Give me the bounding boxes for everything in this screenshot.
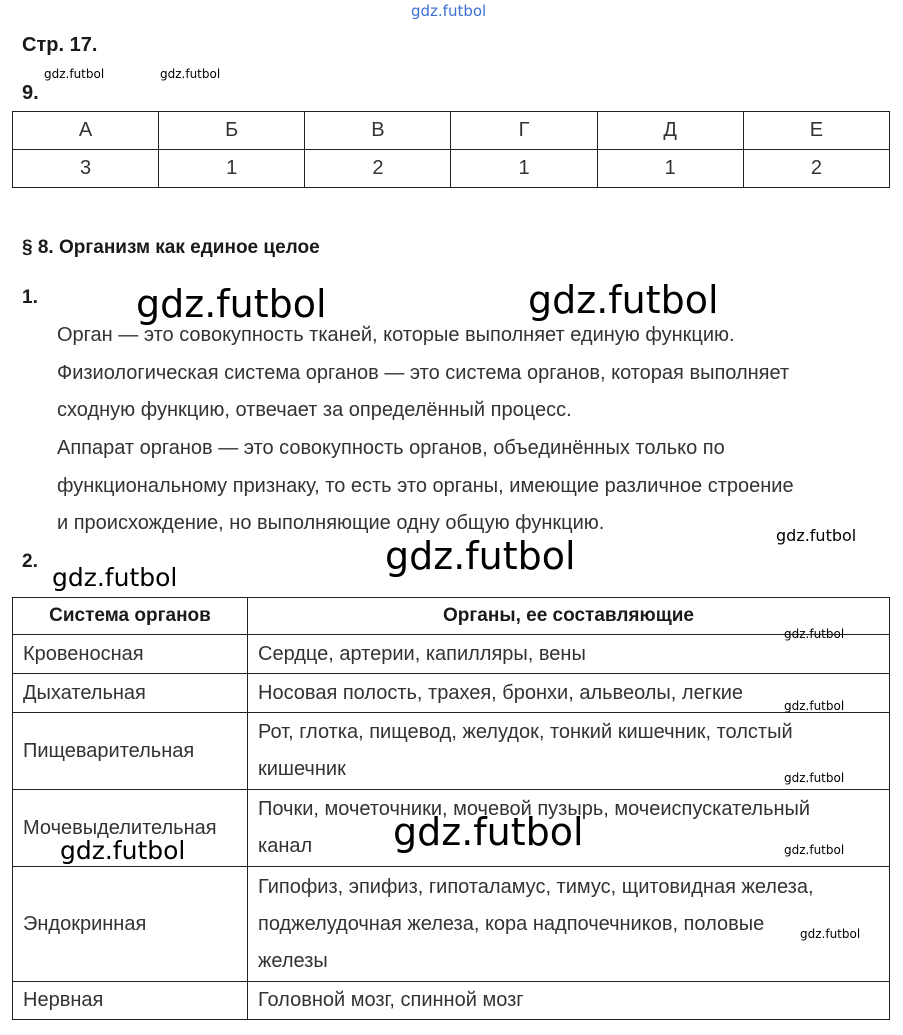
system-cell: Кровеносная (13, 635, 248, 674)
task-9-number: 9. (22, 82, 39, 104)
watermark: gdz.futbol (136, 282, 327, 326)
organs-line: поджелудочная железа, кора надпочечников, половые (258, 912, 765, 935)
watermark: gdz.futbol (160, 67, 221, 81)
watermark: gdz.futbol (776, 526, 857, 545)
task-1-line: сходную функцию, отвечает за определённый процесс. (57, 399, 572, 421)
table-header-cell: Г (451, 112, 597, 150)
organ-systems-table (12, 597, 890, 1020)
organs-line: железы (258, 949, 328, 972)
task-9-table (12, 111, 890, 188)
task-2-number: 2. (22, 551, 38, 572)
table-row (13, 598, 890, 635)
table-row (13, 713, 890, 790)
system-cell: Нервная (13, 982, 248, 1020)
watermark: gdz.futbol (52, 563, 178, 592)
table-row (13, 867, 890, 982)
watermark: gdz.futbol (784, 771, 845, 785)
table-cell: 1 (451, 150, 597, 188)
watermark: gdz.futbol (393, 810, 584, 854)
system-cell: Эндокринная (13, 867, 248, 982)
table-header-cell: Е (743, 112, 889, 150)
task-1-line: и происхождение, но выполняющие одну общую функцию. (57, 512, 605, 534)
organs-line: Головной мозг, спинной мозг (258, 989, 524, 1011)
table-header-cell: В (305, 112, 451, 150)
table-cell: 2 (305, 150, 451, 188)
watermark: gdz.futbol (784, 627, 845, 641)
task-1-number: 1. (22, 287, 38, 308)
table-cell: 3 (13, 150, 159, 188)
page-reference: Стр. 17. (22, 34, 98, 56)
system-cell: Дыхательная (13, 674, 248, 713)
organs-cell (248, 982, 890, 1020)
organs-line: Почки, мочеточники, мочевой пузырь, мочеиспускательный (258, 798, 811, 820)
table-cell: 2 (743, 150, 889, 188)
table-header-cell: А (13, 112, 159, 150)
organs-line: канал (258, 835, 313, 857)
organs-line: Носовая полость, трахея, бронхи, альвеолы, легкие (258, 681, 744, 704)
organs-line: Сердце, артерии, капилляры, вены (258, 642, 586, 665)
watermark-top: gdz.futbol (411, 2, 487, 20)
task-1-line: Аппарат органов — это совокупность органов, объединённых только по (57, 437, 725, 459)
table-header-system: Система органов (13, 598, 248, 635)
watermark: gdz.futbol (44, 67, 105, 81)
organs-line: кишечник (258, 758, 346, 780)
table-row (13, 635, 890, 674)
task-1-line: Орган — это совокупность тканей, которые выполняет единую функцию. (57, 324, 735, 346)
watermark: gdz.futbol (528, 278, 719, 322)
organs-cell (248, 867, 890, 982)
task-1-line: функциональному признаку, то есть это органы, имеющие различное строение (57, 475, 794, 497)
task-1-line: Физиологическая система органов — это система органов, которая выполняет (57, 362, 790, 384)
watermark: gdz.futbol (385, 534, 576, 578)
table-header-organs: Органы, ее составляющие (248, 598, 890, 635)
watermark: gdz.futbol (800, 927, 861, 941)
system-cell: Пищеварительная (13, 713, 248, 790)
system-cell: Мочевыделительная (13, 790, 248, 867)
watermark: gdz.futbol (784, 699, 845, 713)
section-title: § 8. Организм как единое целое (22, 237, 320, 258)
table-header-cell: Д (597, 112, 743, 150)
table-row (13, 112, 890, 150)
table-row (13, 674, 890, 713)
table-row (13, 150, 890, 188)
table-cell: 1 (159, 150, 305, 188)
table-header-cell: Б (159, 112, 305, 150)
table-cell: 1 (597, 150, 743, 188)
organs-line: Рот, глотка, пищевод, желудок, тонкий кишечник, толстый (258, 721, 793, 743)
table-row (13, 982, 890, 1020)
organs-line: Гипофиз, эпифиз, гипоталамус, тимус, щитовидная железа, (258, 875, 814, 898)
watermark: gdz.futbol (784, 843, 845, 857)
watermark: gdz.futbol (60, 836, 186, 865)
